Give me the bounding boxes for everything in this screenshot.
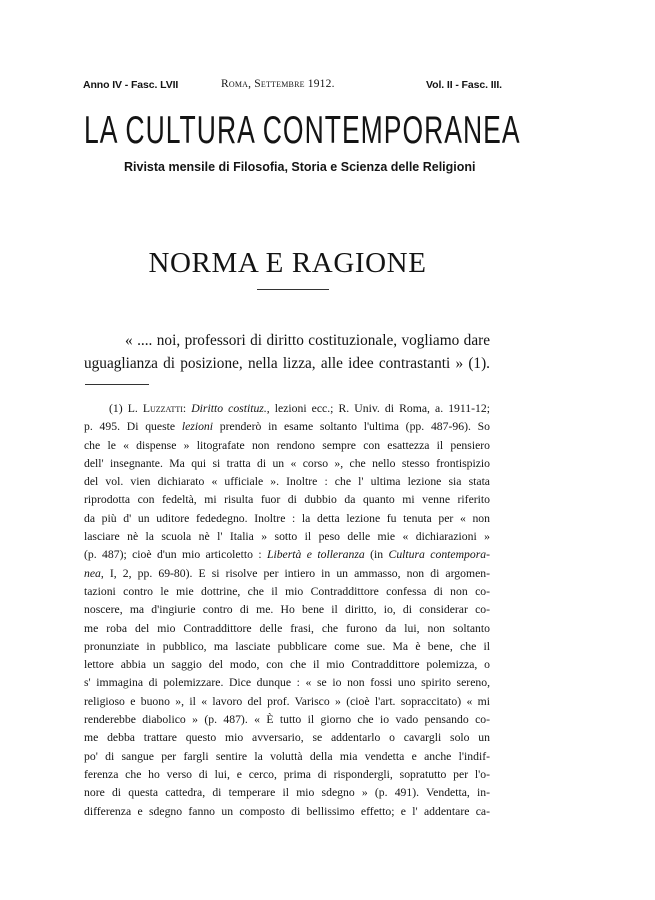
issue-number-right: Vol. II - Fasc. III.: [426, 79, 502, 91]
footnote-line: po' di sangue per fargli sentire la voluttà della mia vendetta e anche l'indif-: [84, 749, 490, 763]
footnote-line: (p. 487); cioè d'un mio articoletto : Libertà e tolleranza (in Cultura contempora-: [84, 548, 491, 562]
footnote-line: p. 495. Di queste lezioni prenderò in esame soltanto l'ultima (pp. 487-96). So: [84, 420, 490, 434]
footnote: [84, 400, 490, 821]
epigraph-line-1: « .... noi, professori di diritto costituzionale, vogliamo dare: [125, 332, 490, 349]
footnote-line: lasciare nè la scuola nè l' Italia » sotto il peso delle mie « dichiarazioni »: [84, 530, 490, 544]
footnote-line: dell' insegnante. Ma qui si tratta di un « corso », che nello stesso frontispizio: [84, 456, 490, 470]
footnote-line: (1) L. Luzzatti: Diritto costituz., lezioni ecc.; R. Univ. di Roma, a. 1911-12;: [109, 402, 490, 415]
footnote-line: riprodotta con fedeltà, mi risulta fuor di dubbio da quanto mi venne riferito: [84, 493, 490, 507]
journal-title: LA CULTURA CONTEMPORANEA: [84, 109, 521, 152]
footnote-line: differenza e sdegno fanno un composto di bellissimo effetto; e l' addentare ca-: [84, 804, 490, 818]
issue-number-left: Anno IV - Fasc. LVII: [83, 79, 179, 91]
footnote-line: religioso e buono », il « lavoro del prof. Varisco » (cioè l'art. sopraccitato) « mi: [84, 694, 490, 708]
author-name: Luzzatti: [142, 402, 183, 415]
footnote-line: noscere, ma d'ingiurie contro di me. Ho bene il diritto, io, di considerar co-: [84, 603, 490, 617]
footnote-line: s' immagina di polemizzare. Dice dunque : « se io non fossi uno spirito sereno,: [84, 676, 490, 690]
footnote-line: del vol. vien dichiarato « ufficiale ». Inoltre : che l' ultima lezione sia stata: [84, 475, 490, 489]
footnote-line: che le « dispense » litografate non rendono sempre con esattezza il pensiero: [84, 438, 490, 452]
footnote-line: ferenza che ho verso di lui, e cerco, prima di rispondergli, sopratutto per l'o-: [84, 767, 490, 781]
footnote-line: nore di questa cattedra, di temperare il mio sdegno » (p. 491). Vendetta, in-: [84, 786, 490, 800]
footnote-line: lettore abbia un saggio del modo, con che il mio Contraddittore polemizza, o: [84, 658, 490, 672]
footnote-line: nea, I, 2, pp. 69-80). E si risolve per intiero in un ammasso, non di argomen-: [84, 566, 490, 580]
title-divider: [257, 289, 329, 290]
footnote-line: tazioni contro le mie dottrine, che il mio Contraddittore confessa di non co-: [84, 584, 490, 598]
footnote-line: me debba trattare questo mio avversario, se addentarlo o cavargli solo un: [84, 731, 490, 745]
epigraph: [84, 329, 490, 375]
footnote-line: da più d' un uditore fededegno. Inoltre : la detta lezione fu tenuta per « non: [84, 511, 490, 525]
footnote-divider: [85, 384, 149, 385]
footnote-line: me roba del mio Contraddittore delle frasi, che furono da lui, non soltanto: [84, 621, 490, 635]
journal-subtitle: Rivista mensile di Filosofia, Storia e Scienza delle Religioni: [124, 160, 476, 174]
footnote-line: pronunziate in pubblico, ma lasciate pubblicare come sue. Ma è bene, che il: [84, 639, 490, 653]
article-title: NORMA E RAGIONE: [148, 247, 427, 279]
place-and-date: Roma, Settembre 1912.: [221, 78, 335, 90]
running-header: [83, 79, 502, 95]
cited-work-title: Diritto costituz.: [191, 402, 267, 415]
footnote-line: renderebbe diabolico » (p. 487). « È tutto il giorno che io vado pensando co-: [84, 713, 490, 727]
epigraph-line-2: uguaglianza di posizione, nella lizza, alle idee contrastanti » (1).: [84, 355, 490, 372]
